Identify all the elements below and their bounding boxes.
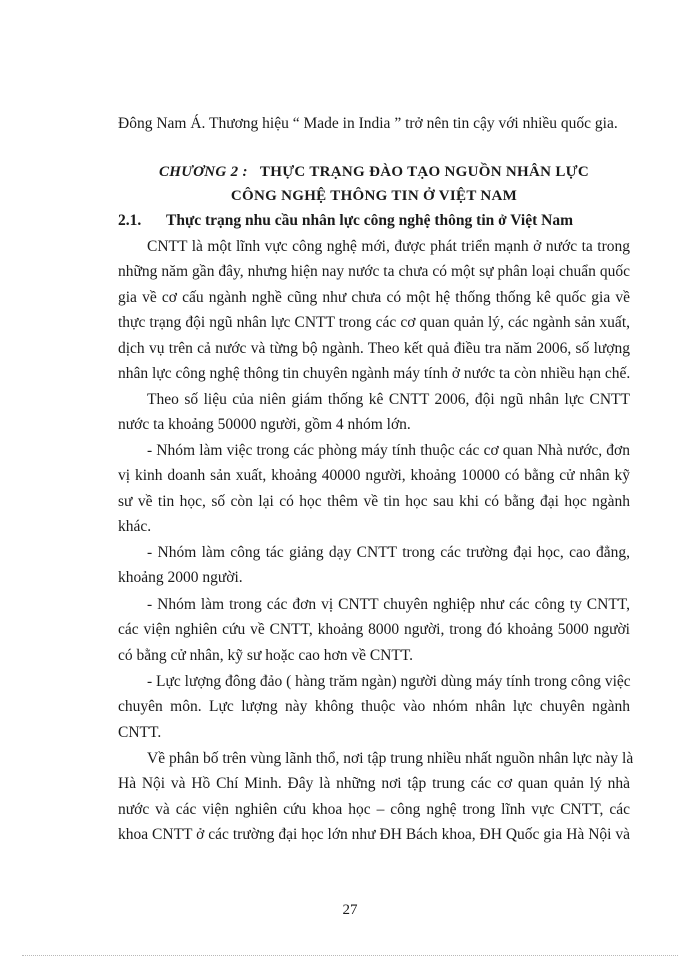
list-item-line: khác. bbox=[118, 518, 152, 535]
chapter-title-line2: CÔNG NGHỆ THÔNG TIN Ở VIỆT NAM bbox=[230, 188, 518, 204]
list-item-line: - Nhóm làm trong các đơn vị CNTT chuyên nghiệp như các công ty CNTT, bbox=[147, 596, 630, 613]
paragraph-line: thực trạng đội ngũ nhân lực CNTT trong các cơ quan quản lý, các ngành sản xuất, bbox=[118, 314, 630, 331]
chapter-title-line1: THỰC TRẠNG ĐÀO TẠO NGUỒN NHÂN LỰC bbox=[259, 164, 590, 180]
paragraph-line: nước và các viện nghiên cứu khoa học – công nghệ trong lĩnh vực CNTT, các bbox=[118, 801, 630, 818]
paragraph-line: Hà Nội và Hồ Chí Minh. Đây là những nơi tập trung các cơ quan quản lý nhà bbox=[118, 775, 630, 792]
list-item-line: CNTT. bbox=[118, 724, 162, 741]
section-number: 2.1. bbox=[118, 212, 142, 229]
page-number: 27 bbox=[342, 902, 358, 918]
paragraph-line: Về phân bố trên vùng lãnh thổ, nơi tập trung nhiều nhất nguồn nhân lực này là bbox=[147, 750, 634, 767]
page-bottom-divider bbox=[22, 955, 678, 956]
paragraph-line: dịch vụ trên cả nước và từng bộ ngành. Theo kết quả điều tra năm 2006, số lượng bbox=[118, 340, 630, 357]
section-title: Thực trạng nhu cầu nhân lực công nghệ thông tin ở Việt Nam bbox=[166, 212, 573, 229]
list-item-line: vị kinh doanh sản xuất, khoảng 40000 người, khoảng 10000 có bằng cử nhân kỹ bbox=[118, 467, 630, 484]
section-heading bbox=[118, 211, 630, 231]
chapter-heading-line1 bbox=[118, 162, 630, 182]
intro-line: Đông Nam Á. Thương hiệu “ Made in India ” trở nên tin cậy với nhiều quốc gia. bbox=[118, 115, 618, 132]
list-item-line: các viện nghiên cứu về CNTT, khoảng 8000 người, trong đó khoảng 5000 người bbox=[118, 621, 630, 638]
list-item-line: có bằng cử nhân, kỹ sư hoặc cao hơn về CNTT. bbox=[118, 647, 414, 664]
paragraph-line: gia về cơ cấu ngành nghề cũng như chưa có một hệ thống thống kê quốc gia về bbox=[118, 289, 630, 306]
paragraph-line: CNTT là một lĩnh vực công nghệ mới, được phát triển mạnh ở nước ta trong bbox=[147, 238, 630, 255]
list-item-line: - Nhóm làm việc trong các phòng máy tính thuộc các cơ quan Nhà nước, đơn bbox=[147, 442, 630, 459]
list-item-line: - Nhóm làm công tác giảng dạy CNTT trong các trường đại học, cao đẳng, bbox=[147, 544, 630, 561]
list-item-line: chuyên môn. Lực lượng này không thuộc vào nhóm nhân lực chuyên ngành bbox=[118, 698, 630, 715]
list-item-line: - Lực lượng đông đảo ( hàng trăm ngàn) người dùng máy tính trong công việc bbox=[147, 673, 631, 690]
list-item-line: khoảng 2000 người. bbox=[118, 569, 243, 586]
chapter-label: CHƯƠNG 2 : bbox=[158, 164, 248, 180]
paragraph-line: khoa CNTT ở các trường đại học lớn như ĐH Bách khoa, ĐH Quốc gia Hà Nội và bbox=[118, 826, 630, 843]
list-item-line: sư về tin học, số còn lại có học thêm về tin học sau khi có bằng đại học ngành bbox=[118, 493, 630, 510]
paragraph-line: nước ta khoảng 50000 người, gồm 4 nhóm lớn. bbox=[118, 416, 411, 433]
paragraph-line: Theo số liệu của niên giám thống kê CNTT 2006, đội ngũ nhân lực CNTT bbox=[147, 391, 630, 408]
paragraph-line: nhân lực công nghệ thông tin chuyên ngành máy tính ở nước ta còn nhiều hạn chế. bbox=[118, 365, 631, 382]
paragraph-line: những năm gần đây, nhưng hiện nay nước ta chưa có một sự phân loại chuẩn quốc bbox=[118, 263, 630, 280]
